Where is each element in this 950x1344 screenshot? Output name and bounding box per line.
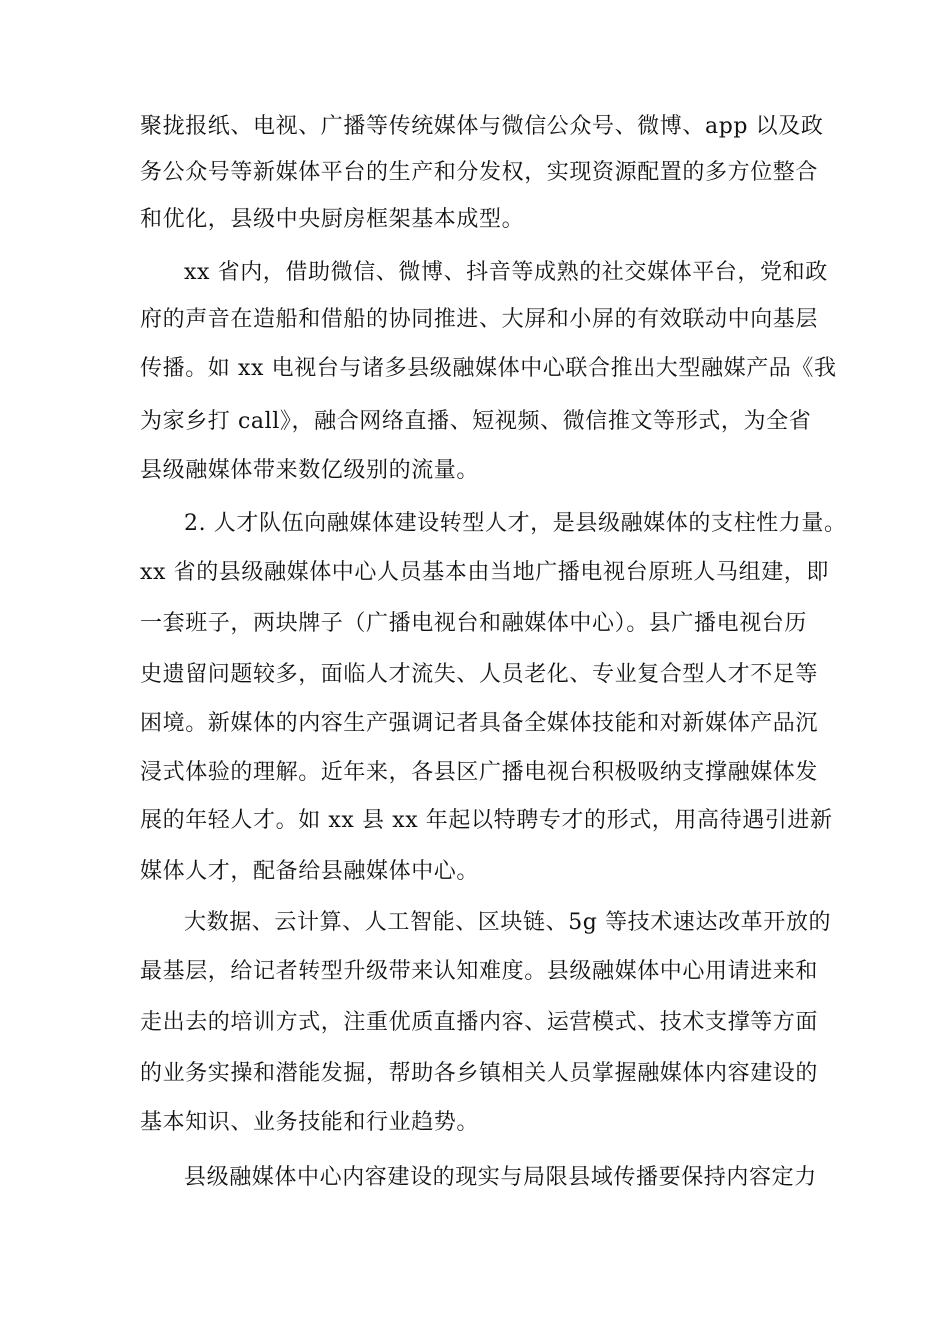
paragraph-3-line-2: xx 省的县级融媒体中心人员基本由当地广播电视台原班人马组建，即 — [140, 560, 830, 585]
paragraph-3-line-1: 2. 人才队伍向融媒体建设转型人才，是县级融媒体的支柱性力量。 — [184, 511, 847, 536]
paragraph-2-line-2: 府的声音在造船和借船的协同推进、大屏和小屏的有效联动中向基层 — [140, 307, 819, 332]
paragraph-4-line-1: 大数据、云计算、人工智能、区块链、5g 等技术速达改革开放的 — [184, 910, 832, 935]
paragraph-1-line-3: 和优化，县级中央厨房框架基本成型。 — [140, 207, 525, 232]
paragraph-4-line-4: 的业务实操和潜能发掘，帮助各乡镇相关人员掌握融媒体内容建设的 — [140, 1061, 819, 1086]
paragraph-4-line-2: 最基层，给记者转型升级带来认知难度。县级融媒体中心用请进来和 — [140, 959, 819, 984]
paragraph-2-line-5: 县级融媒体带来数亿级别的流量。 — [140, 458, 480, 483]
paragraph-3-line-6: 浸式体验的理解。近年来，各县区广播电视台积极吸纳支撑融媒体发 — [140, 760, 819, 785]
paragraph-3-line-4: 史遗留问题较多，面临人才流失、人员老化、专业复合型人才不足等 — [140, 662, 819, 687]
paragraph-3-line-8: 媒体人才，配备给县融媒体中心。 — [140, 859, 480, 884]
paragraph-3-line-7: 展的年轻人才。如 xx 县 xx 年起以特聘专才的形式，用高待遇引进新 — [140, 808, 833, 833]
paragraph-5-line-1: 县级融媒体中心内容建设的现实与局限县域传播要保持内容定力 — [184, 1165, 817, 1190]
paragraph-3-line-3: 一套班子，两块牌子（广播电视台和融媒体中心）。县广播电视台历 — [140, 611, 808, 636]
paragraph-2-line-4: 为家乡打 call》，融合网络直播、短视频、微信推文等形式，为全省 — [140, 409, 812, 434]
paragraph-2-line-1: xx 省内，借助微信、微博、抖音等成熟的社交媒体平台，党和政 — [184, 260, 828, 285]
paragraph-3-line-5: 困境。新媒体的内容生产强调记者具备全媒体技能和对新媒体产品沉 — [140, 711, 819, 736]
paragraph-4-line-3: 走出去的培训方式，注重优质直播内容、运营模式、技术支撑等方面 — [140, 1010, 819, 1035]
paragraph-2-line-3: 传播。如 xx 电视台与诸多县级融媒体中心联合推出大型融媒产品《我 — [140, 356, 837, 381]
paragraph-1-line-1: 聚拢报纸、电视、广播等传统媒体与微信公众号、微博、app 以及政 — [140, 114, 824, 139]
paragraph-4-line-5: 基本知识、业务技能和行业趋势。 — [140, 1110, 480, 1135]
paragraph-1-line-2: 务公众号等新媒体平台的生产和分发权，实现资源配置的多方位整合 — [140, 160, 819, 185]
